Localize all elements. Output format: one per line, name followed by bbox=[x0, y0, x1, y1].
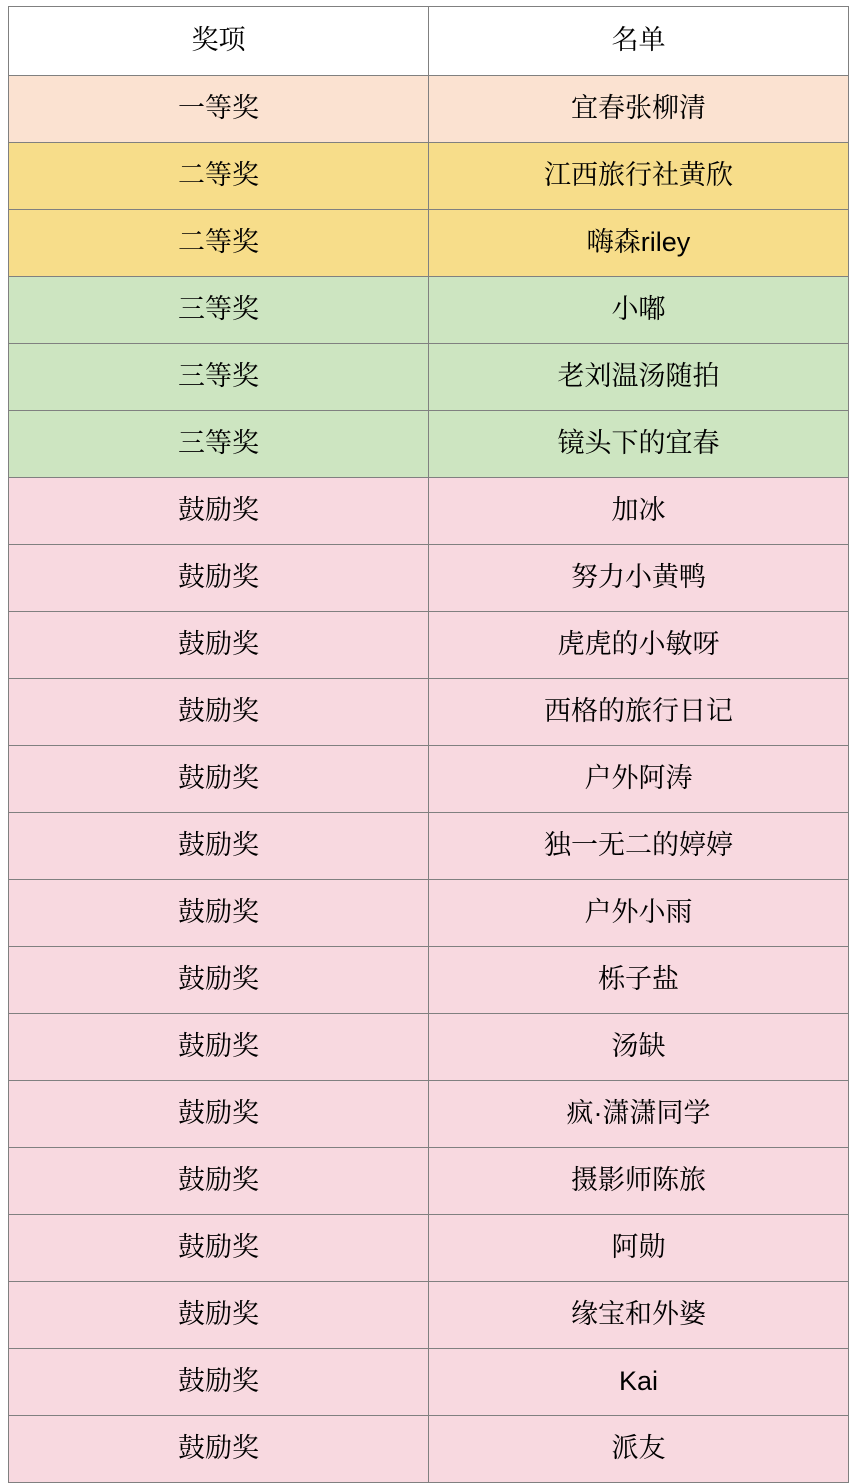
table-header-row bbox=[9, 7, 849, 76]
table-row bbox=[9, 1081, 849, 1148]
table-row bbox=[9, 1215, 849, 1282]
cell-name: 宜春张柳清 bbox=[429, 76, 849, 143]
cell-name: 加冰 bbox=[429, 478, 849, 545]
table-row bbox=[9, 210, 849, 277]
table-row bbox=[9, 813, 849, 880]
cell-name: 江西旅行社黄欣 bbox=[429, 143, 849, 210]
table-row bbox=[9, 746, 849, 813]
cell-award: 鼓励奖 bbox=[9, 612, 429, 679]
cell-award: 鼓励奖 bbox=[9, 813, 429, 880]
cell-award: 鼓励奖 bbox=[9, 1416, 429, 1483]
table-row bbox=[9, 1282, 849, 1349]
cell-name: 独一无二的婷婷 bbox=[429, 813, 849, 880]
cell-award: 一等奖 bbox=[9, 76, 429, 143]
cell-name: 缘宝和外婆 bbox=[429, 1282, 849, 1349]
cell-name: 虎虎的小敏呀 bbox=[429, 612, 849, 679]
cell-award: 鼓励奖 bbox=[9, 1014, 429, 1081]
table-row bbox=[9, 1349, 849, 1416]
table-row bbox=[9, 76, 849, 143]
cell-award: 鼓励奖 bbox=[9, 746, 429, 813]
table-row bbox=[9, 880, 849, 947]
table-row bbox=[9, 1416, 849, 1483]
cell-name: 疯·潇潇同学 bbox=[429, 1081, 849, 1148]
cell-name: 老刘温汤随拍 bbox=[429, 344, 849, 411]
cell-name: 栎子盐 bbox=[429, 947, 849, 1014]
cell-award: 二等奖 bbox=[9, 210, 429, 277]
cell-award: 鼓励奖 bbox=[9, 1215, 429, 1282]
table-row bbox=[9, 1148, 849, 1215]
cell-award: 鼓励奖 bbox=[9, 1081, 429, 1148]
cell-name: Kai bbox=[429, 1349, 849, 1416]
table-row bbox=[9, 344, 849, 411]
award-table-body bbox=[9, 7, 849, 1483]
table-row bbox=[9, 545, 849, 612]
cell-name: 小嘟 bbox=[429, 277, 849, 344]
cell-name: 努力小黄鸭 bbox=[429, 545, 849, 612]
column-header-award: 奖项 bbox=[9, 7, 429, 76]
table-row bbox=[9, 679, 849, 746]
cell-award: 三等奖 bbox=[9, 277, 429, 344]
cell-award: 鼓励奖 bbox=[9, 880, 429, 947]
table-row bbox=[9, 478, 849, 545]
column-header-name: 名单 bbox=[429, 7, 849, 76]
cell-name: 镜头下的宜春 bbox=[429, 411, 849, 478]
cell-name: 派友 bbox=[429, 1416, 849, 1483]
cell-award: 鼓励奖 bbox=[9, 478, 429, 545]
table-row bbox=[9, 277, 849, 344]
cell-name: 阿勋 bbox=[429, 1215, 849, 1282]
cell-award: 鼓励奖 bbox=[9, 1349, 429, 1416]
cell-award: 鼓励奖 bbox=[9, 1282, 429, 1349]
cell-name: 汤缺 bbox=[429, 1014, 849, 1081]
cell-name: 户外小雨 bbox=[429, 880, 849, 947]
cell-award: 鼓励奖 bbox=[9, 1148, 429, 1215]
table-row bbox=[9, 612, 849, 679]
award-table bbox=[8, 6, 849, 1483]
cell-name: 摄影师陈旅 bbox=[429, 1148, 849, 1215]
cell-award: 鼓励奖 bbox=[9, 679, 429, 746]
table-row bbox=[9, 411, 849, 478]
cell-name: 嗨森riley bbox=[429, 210, 849, 277]
cell-award: 三等奖 bbox=[9, 411, 429, 478]
cell-award: 三等奖 bbox=[9, 344, 429, 411]
cell-name: 户外阿涛 bbox=[429, 746, 849, 813]
cell-award: 二等奖 bbox=[9, 143, 429, 210]
table-row bbox=[9, 1014, 849, 1081]
cell-award: 鼓励奖 bbox=[9, 545, 429, 612]
cell-name: 西格的旅行日记 bbox=[429, 679, 849, 746]
table-row bbox=[9, 947, 849, 1014]
table-row bbox=[9, 143, 849, 210]
cell-award: 鼓励奖 bbox=[9, 947, 429, 1014]
